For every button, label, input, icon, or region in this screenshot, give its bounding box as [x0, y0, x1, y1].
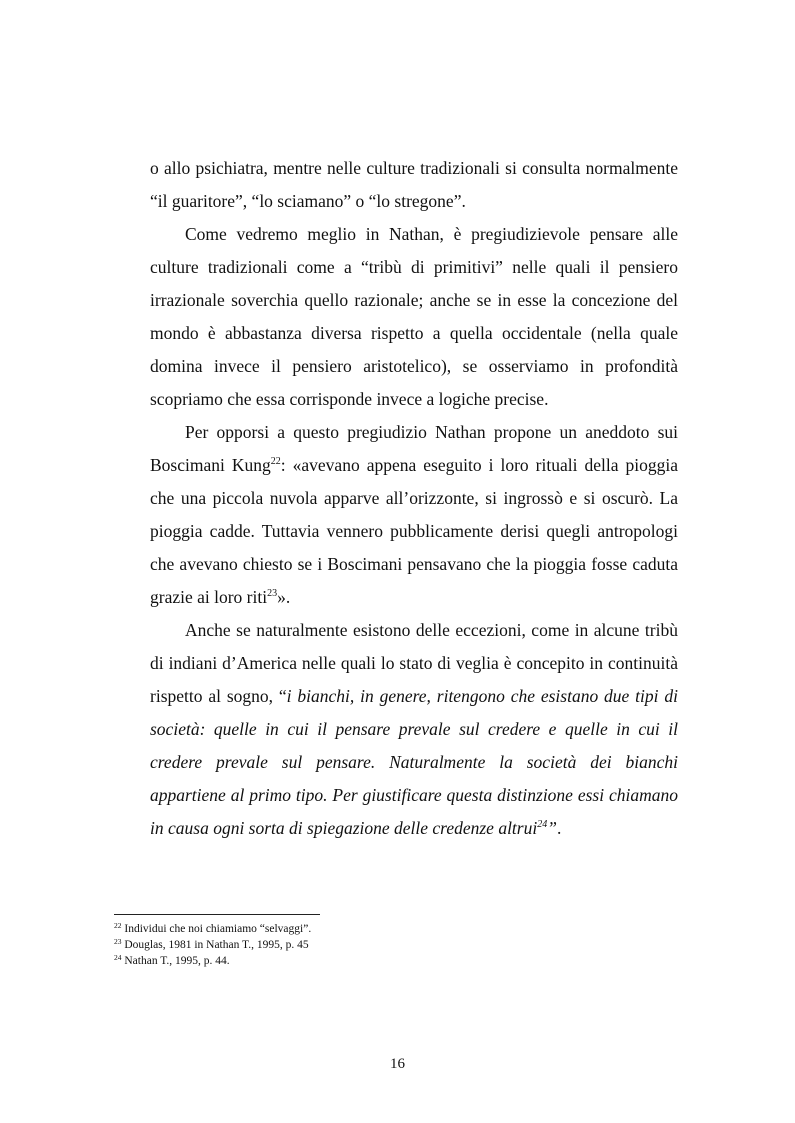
footnote-number: 22 [114, 921, 122, 930]
footnote-24 [114, 953, 614, 969]
paragraph-4-quote: i bianchi, in genere, ritengono che esistano due tipi di società: quelle in cui il pensare prevale sul credere e quelle in cui il credere prevale sul pensare. Naturalmente la società dei bianchi appartiene al primo tipo. Per giustificare questa distinzione essi chiamano in causa ogni sorta di spiegazione delle credenze altrui [150, 686, 678, 838]
footnote-text: Individui che noi chiamiamo “selvaggi”. [124, 923, 312, 935]
paragraph-4-text-a: Anche se naturalmente esistono delle eccezioni, come in alcune tribù di indiani d’America nelle quali lo stato di veglia è concepito in continuità rispetto al sogno, “ [150, 620, 678, 706]
footnote-ref-22[interactable]: 22 [270, 456, 281, 467]
paragraph-4 [150, 614, 678, 845]
paragraph-4-quote-close: ” [547, 818, 557, 838]
footnote-text: Douglas, 1981 in Nathan T., 1995, p. 45 [124, 939, 309, 951]
footnote-23 [114, 937, 614, 953]
paragraph-1 [150, 152, 678, 218]
paragraph-2 [150, 218, 678, 416]
footnote-number: 23 [114, 937, 122, 946]
footnote-divider [114, 914, 320, 915]
footnote-text: Nathan T., 1995, p. 44. [124, 955, 230, 967]
footnote-22 [114, 921, 614, 937]
paragraph-4-end: . [556, 818, 562, 838]
footnotes [114, 921, 614, 969]
footnote-ref-23[interactable]: 23 [267, 588, 278, 599]
paragraph-2-text: Come vedremo meglio in Nathan, è pregiudizievole pensare alle culture tradizionali come a “tribù di primitivi” nelle quali il pensiero irrazionale soverchia quello razionale; anche se in esse la concezione del mondo è abbastanza diversa rispetto a quella occidentale (nella quale domina invece il pensiero aristotelico), se osserviamo in profondità scopriamo che essa corrisponde invece a logiche precise. [150, 224, 678, 409]
paragraph-1-text: o allo psichiatra, mentre nelle culture tradizionali si consulta normalmente “il guaritore”, “lo sciamano” o “lo stregone”. [150, 158, 678, 211]
body-text [150, 152, 678, 845]
paragraph-3 [150, 416, 678, 614]
page-number: 16 [390, 1056, 405, 1072]
footnote-ref-24[interactable]: 24 [537, 819, 548, 830]
footnote-number: 24 [114, 953, 122, 962]
paragraph-3-text-c: ». [277, 587, 291, 607]
paragraph-3-text-b: : «avevano appena eseguito i loro rituali della pioggia che una piccola nuvola apparve all’orizzonte, si ingrossò e si oscurò. La pioggia cadde. Tuttavia vennero pubblicamente derisi quegli antropologi che avevano chiesto se i Boscimani pensavano che la pioggia fosse caduta grazie ai loro riti [150, 455, 678, 607]
paragraph-3-text-a: Per opporsi a questo pregiudizio Nathan propone un aneddoto sui Boscimani Kung [150, 422, 678, 475]
